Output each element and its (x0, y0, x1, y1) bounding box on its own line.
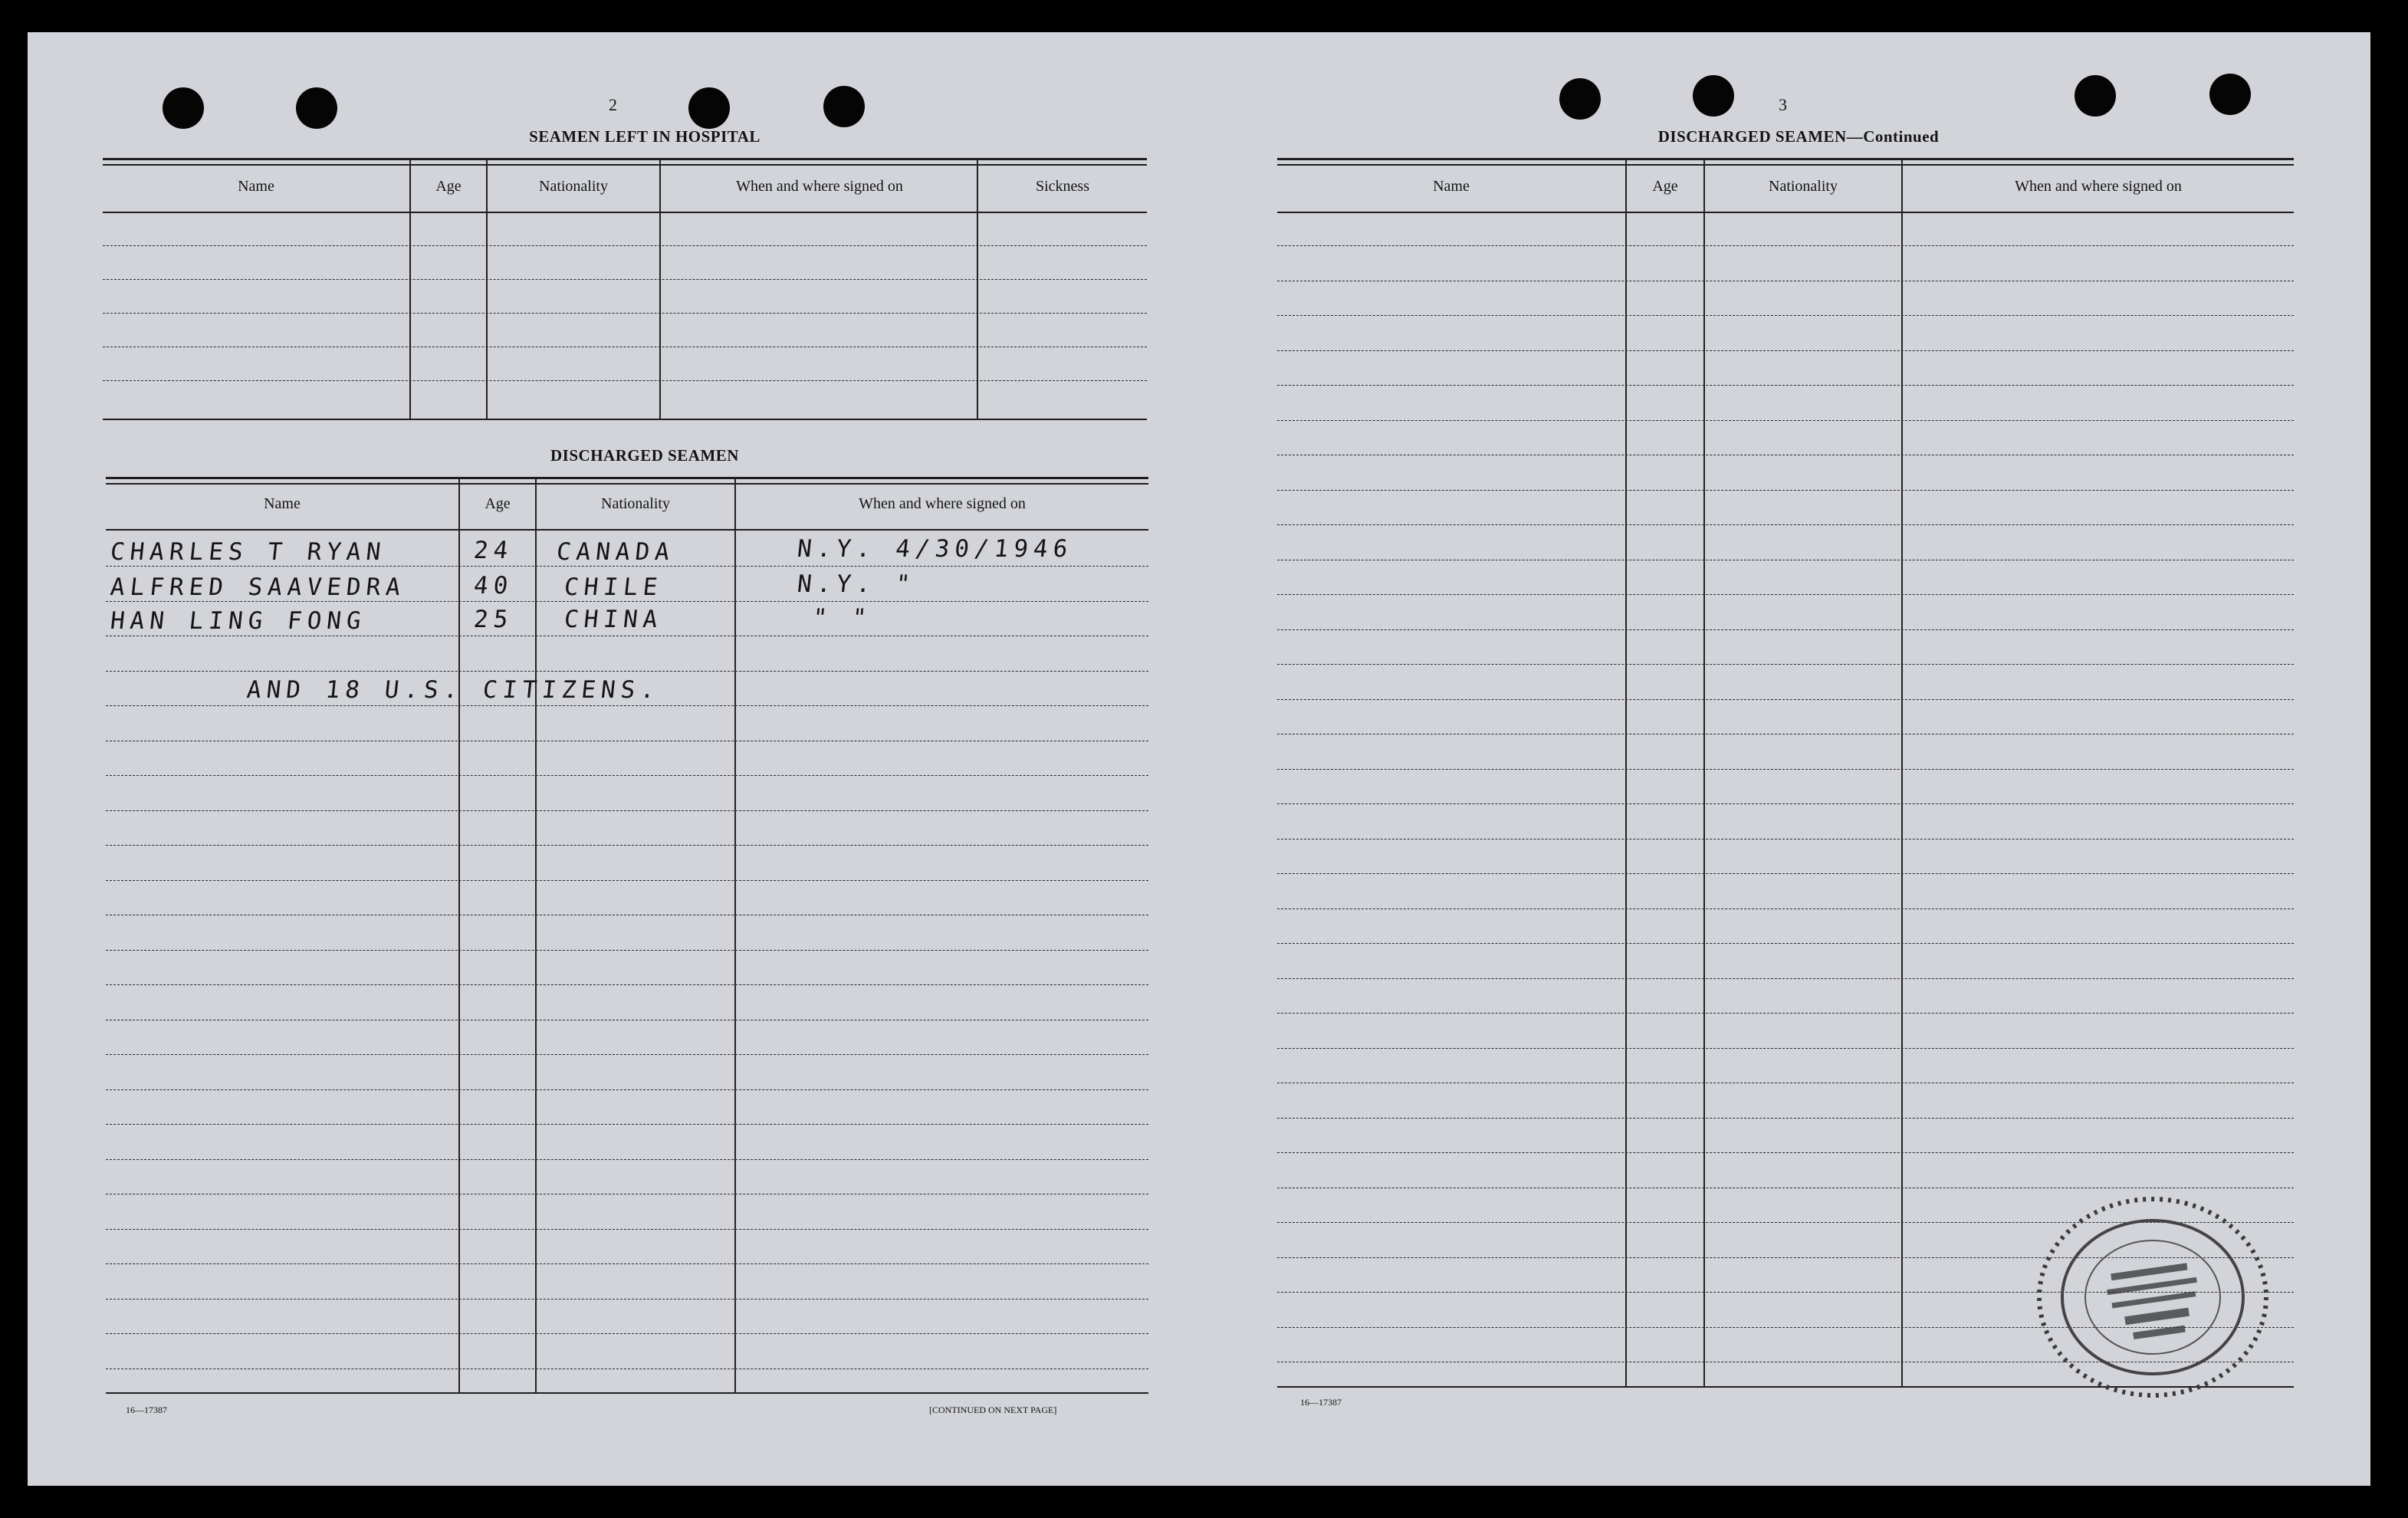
column-divider (659, 159, 661, 420)
row-line (1277, 943, 2294, 944)
column-divider (486, 159, 488, 420)
row-line (1277, 803, 2294, 804)
column-divider (1901, 159, 1903, 1388)
right-header-rule (1277, 212, 2294, 213)
column-divider (535, 478, 537, 1394)
column-header-nationality: Nationality (1769, 178, 1838, 195)
row-line (103, 380, 1147, 381)
column-header-nationality: Nationality (601, 495, 670, 512)
row-line (103, 313, 1147, 314)
column-header-name: Name (1433, 178, 1470, 195)
row-line (106, 1054, 1148, 1055)
row-line (106, 1089, 1148, 1090)
entry-name: ALFRED SAAVEDRA (109, 573, 407, 601)
hospital-top-rule (103, 164, 1147, 166)
page-number-left: 2 (609, 95, 617, 114)
entry-signed-on: N.Y. 4/30/1946 (796, 535, 1075, 563)
hospital-section-title: SEAMEN LEFT IN HOSPITAL (529, 127, 761, 146)
hospital-top-rule (103, 158, 1147, 160)
discharged-section-title: DISCHARGED SEAMEN (550, 446, 739, 465)
continued-note: [CONTINUED ON NEXT PAGE] (929, 1405, 1057, 1415)
entry-nationality: CHILE (563, 573, 665, 601)
row-line (106, 845, 1148, 846)
binder-hole (688, 87, 730, 129)
row-line (1277, 629, 2294, 630)
row-line (106, 950, 1148, 951)
entry-name: CHARLES T RYAN (109, 538, 388, 566)
entry-nationality: CANADA (555, 538, 676, 566)
row-line (1277, 1013, 2294, 1014)
column-header-nationality: Nationality (539, 178, 608, 195)
column-header-name: Name (264, 495, 301, 512)
entry-age: 25 (472, 606, 515, 633)
row-line (1277, 315, 2294, 316)
row-line (1277, 1152, 2294, 1153)
row-line (106, 566, 1148, 567)
form-number-right: 16—17387 (1300, 1397, 1342, 1408)
column-divider (1625, 159, 1627, 1388)
row-line (1277, 490, 2294, 491)
binder-hole (1559, 78, 1601, 120)
entry-age: 24 (472, 537, 515, 564)
column-header-age: Age (435, 178, 462, 195)
hospital-header-rule (103, 212, 1147, 213)
binder-hole (823, 86, 865, 127)
row-line (106, 1124, 1148, 1125)
row-line (106, 880, 1148, 881)
row-line (106, 810, 1148, 811)
column-header-signed-on: When and where signed on (736, 178, 903, 195)
column-header-signed-on: When and where signed on (2015, 178, 2182, 195)
row-line (1277, 350, 2294, 351)
binder-hole (2209, 74, 2251, 115)
column-header-age: Age (1652, 178, 1678, 195)
row-line (1277, 1118, 2294, 1119)
column-divider (458, 478, 460, 1394)
column-header-sickness: Sickness (1036, 178, 1089, 195)
form-number-left: 16—17387 (126, 1405, 167, 1415)
right-title-suffix: —Continued (1846, 127, 1940, 146)
row-line (1277, 594, 2294, 595)
row-line (106, 775, 1148, 776)
immigration-stamp-icon (2022, 1182, 2275, 1405)
binder-hole (2075, 75, 2116, 117)
document-sheet (28, 32, 2370, 1486)
row-line (106, 1229, 1148, 1230)
discharged-header-rule (106, 529, 1148, 531)
row-line (1277, 839, 2294, 840)
row-line (106, 671, 1148, 672)
row-line (106, 1159, 1148, 1160)
binder-hole (296, 87, 337, 129)
column-divider (977, 159, 978, 420)
entry-signed-on: " " (811, 604, 873, 632)
binder-hole (1693, 75, 1734, 117)
page-number-right: 3 (1779, 95, 1787, 114)
row-line (106, 1299, 1148, 1300)
column-divider (734, 478, 736, 1394)
row-line (1277, 978, 2294, 979)
row-line (1277, 769, 2294, 770)
column-header-name: Name (238, 178, 274, 195)
binder-hole (163, 87, 204, 129)
entry-note: AND 18 U.S. CITIZENS. (245, 676, 662, 704)
discharged-top-rule (106, 483, 1148, 485)
row-line (1277, 420, 2294, 421)
column-divider (409, 159, 411, 420)
right-section-title (1546, 127, 2052, 146)
discharged-top-rule (106, 477, 1148, 479)
discharged-bottom-rule (106, 1392, 1148, 1394)
row-line (106, 705, 1148, 706)
entry-age: 40 (472, 572, 515, 600)
column-header-age: Age (485, 495, 511, 512)
row-line (1277, 1048, 2294, 1049)
column-header-signed-on: When and where signed on (859, 495, 1026, 512)
entry-nationality: CHINA (563, 606, 665, 633)
hospital-bottom-rule (103, 419, 1147, 420)
row-line (1277, 873, 2294, 874)
row-line (103, 245, 1147, 246)
row-line (103, 279, 1147, 280)
row-line (1277, 385, 2294, 386)
row-line (1277, 699, 2294, 700)
right-top-rule (1277, 164, 2294, 166)
row-line (106, 984, 1148, 985)
row-line (1277, 524, 2294, 525)
column-divider (1703, 159, 1705, 1388)
row-line (106, 1333, 1148, 1334)
right-title-main: DISCHARGED SEAMEN (1657, 127, 1847, 146)
row-line (106, 1263, 1148, 1264)
entry-signed-on: N.Y. " (796, 570, 917, 598)
row-line (1277, 245, 2294, 246)
row-line (106, 1368, 1148, 1369)
entry-name: HAN LING FONG (109, 607, 368, 635)
right-top-rule (1277, 158, 2294, 160)
row-line (1277, 664, 2294, 665)
